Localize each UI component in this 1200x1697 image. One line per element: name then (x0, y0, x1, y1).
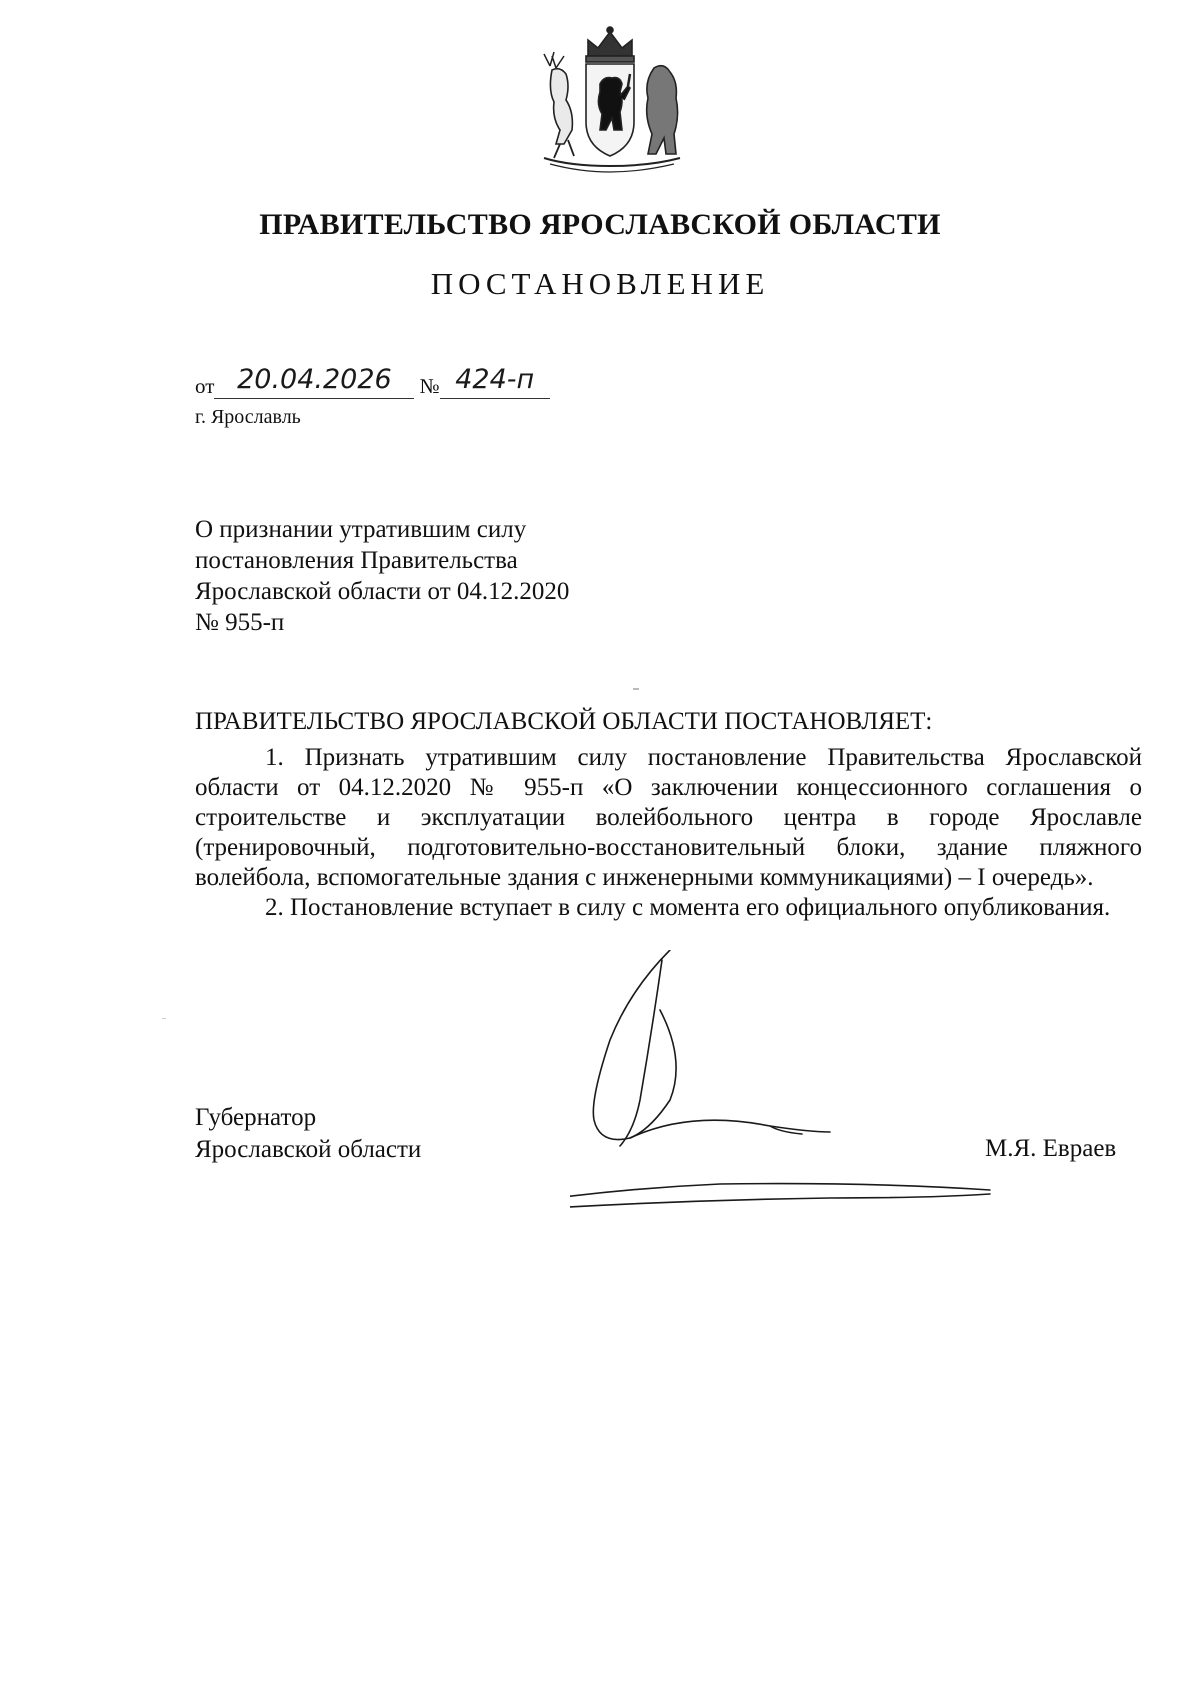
document-date: 20.04.2026 (214, 362, 414, 399)
clause-2: 2. Постановление вступает в силу с момента его официального опубликования. (265, 894, 1111, 921)
number-prefix: № (419, 374, 440, 398)
document-number: 424-п (440, 362, 550, 399)
signer-position (195, 1102, 421, 1166)
signer-position-line: Губернатор (195, 1104, 317, 1131)
signer-position-line: Ярославской области (195, 1136, 422, 1163)
city: г. Ярославль (195, 406, 301, 428)
date-number-line (195, 362, 550, 402)
signer-name: М.Я. Евраев (985, 1135, 1117, 1162)
document-type: ПОСТАНОВЛЕНИЕ (430, 266, 770, 301)
scan-speck (633, 688, 639, 690)
subject-line: постановления Правительства (195, 547, 518, 574)
subject-line: О признании утратившим силу (195, 516, 527, 543)
date-prefix: от (195, 374, 215, 398)
coat-of-arms-icon (530, 26, 690, 176)
clause-1: 1. Признать утратившим силу постановление Правительства Ярославской области от 04.12.2020 № 955-п «О заключении концессионного соглашения о строительстве и эксплуатации волейбольного центра в городе Ярославле (тренировочный, подготовительно-восстановительный блоки, здание пляжного волейбола, вспомогательные здания с инженерными коммуникациями) – I очередь». (195, 744, 1142, 891)
subject-line: Ярославской области от 04.12.2020 (195, 578, 570, 605)
document-body (195, 743, 1142, 923)
decree-statement: ПРАВИТЕЛЬСТВО ЯРОСЛАВСКОЙ ОБЛАСТИ ПОСТАНОВЛЯЕТ: (195, 708, 933, 735)
signature-icon (570, 950, 1090, 1240)
subject-line: № 955-п (195, 609, 285, 636)
government-name: ПРАВИТЕЛЬСТВО ЯРОСЛАВСКОЙ ОБЛАСТИ (259, 208, 941, 241)
document-subject (195, 514, 715, 638)
scan-speck (162, 1018, 166, 1019)
